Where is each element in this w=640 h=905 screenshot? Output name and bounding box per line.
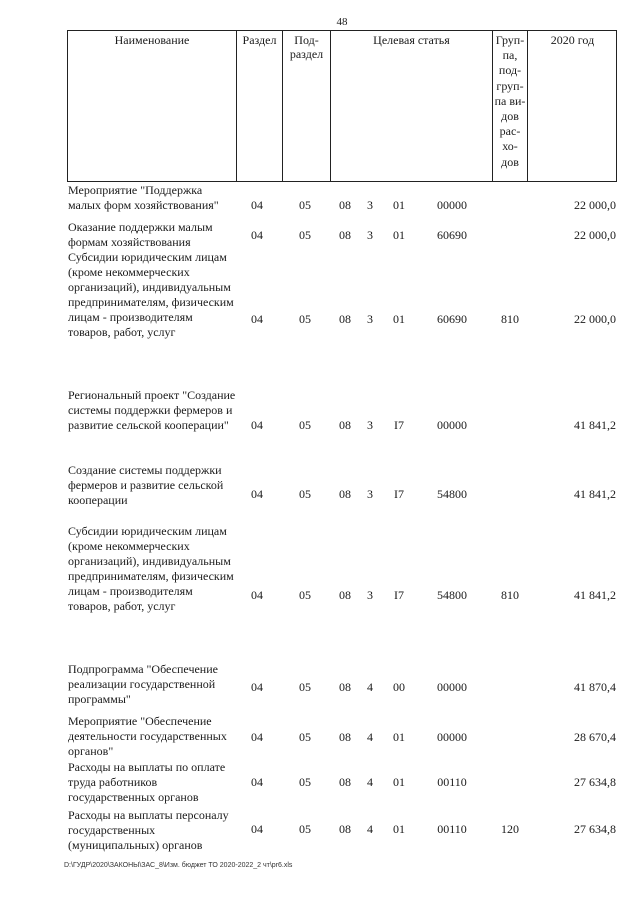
table-header	[67, 30, 617, 182]
header-expense-group: Груп- па, под- груп- па ви- дов рас- хо- дов	[494, 33, 526, 169]
cell-ts1: 08	[339, 730, 351, 744]
cell-podrazdel: 05	[299, 730, 311, 744]
cell-razdel: 04	[251, 487, 263, 501]
cell-ts3: 01	[393, 312, 405, 326]
cell-ts1: 08	[339, 822, 351, 836]
cell-razdel: 04	[251, 418, 263, 432]
header-target-article: Целевая статья	[373, 33, 450, 47]
page-number: 48	[336, 16, 348, 28]
cell-ts1: 08	[339, 680, 351, 694]
header-divider	[330, 30, 331, 182]
cell-podrazdel: 05	[299, 312, 311, 326]
row-name: Субсидии юридическим лицам (кроме некоммерческих организаций), индивидуальным предпринимателям, физическим лицам - производителям товаров, работ, услуг	[68, 250, 234, 339]
cell-razdel: 04	[251, 775, 263, 789]
cell-amount: 22 000,0	[574, 312, 616, 326]
cell-ts2: 4	[367, 730, 373, 744]
cell-amount: 41 841,2	[574, 418, 616, 432]
cell-podrazdel: 05	[299, 228, 311, 242]
cell-ts4: 00110	[437, 775, 467, 789]
cell-ts4: 00000	[437, 730, 467, 744]
row-name: Создание системы поддержки фермеров и развитие сельской кооперации	[68, 463, 224, 507]
cell-ts4: 00000	[437, 418, 467, 432]
cell-ts1: 08	[339, 487, 351, 501]
cell-ts4: 54800	[437, 588, 467, 602]
cell-razdel: 04	[251, 588, 263, 602]
cell-podrazdel: 05	[299, 198, 311, 212]
cell-ts1: 08	[339, 775, 351, 789]
cell-podrazdel: 05	[299, 588, 311, 602]
cell-ts1: 08	[339, 588, 351, 602]
cell-ts3: 01	[393, 228, 405, 242]
cell-ts4: 60690	[437, 312, 467, 326]
cell-razdel: 04	[251, 680, 263, 694]
cell-ts2: 4	[367, 680, 373, 694]
cell-ts3: 01	[393, 775, 405, 789]
cell-ts3: 00	[393, 680, 405, 694]
row-name: Региональный проект "Создание системы поддержки фермеров и развитие сельской кооперации"	[68, 388, 236, 432]
cell-amount: 28 670,4	[574, 730, 616, 744]
cell-razdel: 04	[251, 312, 263, 326]
header-divider	[236, 30, 237, 182]
cell-vr: 810	[501, 312, 519, 326]
row-name: Расходы на выплаты по оплате труда работников государственных органов	[68, 760, 226, 804]
cell-amount: 22 000,0	[574, 198, 616, 212]
cell-ts3: 01	[393, 198, 405, 212]
cell-ts4: 00110	[437, 822, 467, 836]
row-name: Расходы на выплаты персоналу государственных (муниципальных) органов	[68, 808, 229, 852]
cell-ts2: 3	[367, 418, 373, 432]
cell-vr: 810	[501, 588, 519, 602]
row-name: Оказание поддержки малым формам хозяйствования	[68, 220, 213, 249]
cell-ts2: 3	[367, 588, 373, 602]
cell-amount: 41 870,4	[574, 680, 616, 694]
cell-ts3: I7	[394, 588, 404, 602]
cell-ts4: 60690	[437, 228, 467, 242]
header-name: Наименование	[114, 33, 190, 47]
header-year: 2020 год	[550, 33, 595, 47]
cell-ts1: 08	[339, 198, 351, 212]
cell-podrazdel: 05	[299, 822, 311, 836]
cell-ts2: 4	[367, 775, 373, 789]
cell-ts1: 08	[339, 228, 351, 242]
file-path-footer: D:\ГУДР\2020\ЗАКОНЫ\ЗАС_8\Изм. бюджет ТО 2020-2022_2 чт\pr6.xls	[64, 862, 293, 869]
cell-amount: 41 841,2	[574, 487, 616, 501]
cell-ts1: 08	[339, 312, 351, 326]
header-razdel: Раздел	[242, 33, 277, 47]
cell-ts3: 01	[393, 730, 405, 744]
cell-ts3: I7	[394, 418, 404, 432]
cell-podrazdel: 05	[299, 680, 311, 694]
cell-ts3: 01	[393, 822, 405, 836]
row-name: Субсидии юридическим лицам (кроме некоммерческих организаций), индивидуальным предпринимателям, физическим лицам - производителям товаров, работ, услуг	[68, 524, 234, 613]
cell-razdel: 04	[251, 228, 263, 242]
row-name: Мероприятие "Поддержка малых форм хозяйствования"	[68, 183, 219, 212]
row-name: Подпрограмма "Обеспечение реализации государственной программы"	[68, 662, 218, 706]
cell-ts4: 00000	[437, 198, 467, 212]
cell-vr: 120	[501, 822, 519, 836]
row-name: Мероприятие "Обеспечение деятельности государственных органов"	[68, 714, 227, 758]
cell-razdel: 04	[251, 730, 263, 744]
cell-ts2: 3	[367, 228, 373, 242]
cell-razdel: 04	[251, 822, 263, 836]
cell-podrazdel: 05	[299, 418, 311, 432]
cell-podrazdel: 05	[299, 487, 311, 501]
cell-podrazdel: 05	[299, 775, 311, 789]
cell-ts3: I7	[394, 487, 404, 501]
cell-ts2: 3	[367, 312, 373, 326]
cell-amount: 27 634,8	[574, 822, 616, 836]
cell-razdel: 04	[251, 198, 263, 212]
cell-ts4: 54800	[437, 487, 467, 501]
cell-amount: 27 634,8	[574, 775, 616, 789]
cell-ts4: 00000	[437, 680, 467, 694]
header-podrazdel: Под- раздел	[289, 33, 324, 61]
cell-ts2: 3	[367, 198, 373, 212]
cell-amount: 41 841,2	[574, 588, 616, 602]
cell-amount: 22 000,0	[574, 228, 616, 242]
header-divider	[527, 30, 528, 182]
cell-ts2: 4	[367, 822, 373, 836]
cell-ts1: 08	[339, 418, 351, 432]
cell-ts2: 3	[367, 487, 373, 501]
